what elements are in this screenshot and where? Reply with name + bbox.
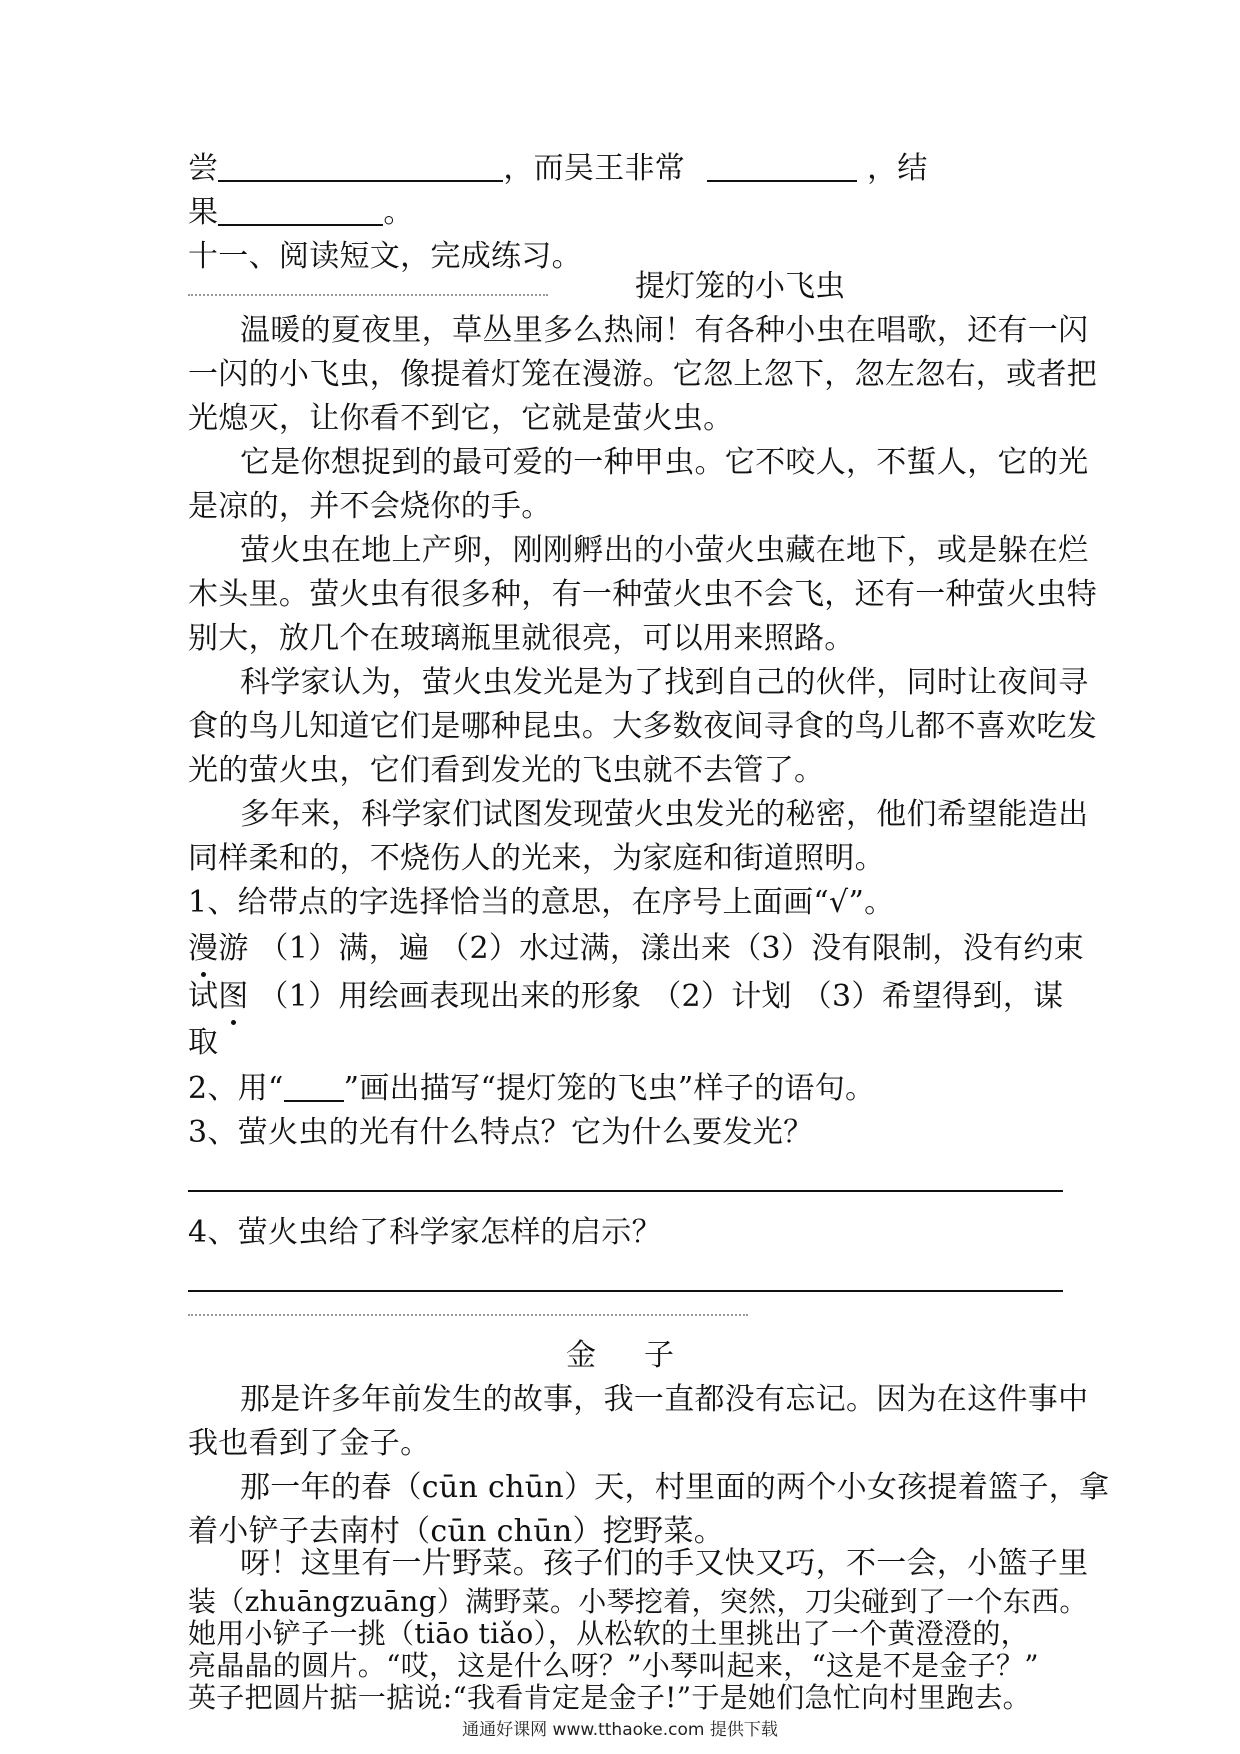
fill-in-text: 。 — [383, 195, 414, 230]
paragraph-line: 同样柔和的，不烧伤人的光来，为家庭和街道照明。 — [188, 841, 885, 876]
fill-in-text: ，结 — [867, 151, 928, 186]
fill-in-text: 尝 — [188, 151, 219, 186]
section-heading: 十一、阅读短文，完成练习。 — [188, 239, 582, 274]
paragraph-line: 它是你想捉到的最可爱的一种甲虫。它不咬人，不蜇人，它的光 — [240, 445, 1089, 480]
story-line: 她用小铲子一挑（tiāo tiǎo），从松软的土里挑出了一个黄澄澄的， — [188, 1617, 1029, 1650]
dotted-divider — [188, 1314, 748, 1316]
question-1-option-b-cont: 取 — [188, 1025, 219, 1060]
paragraph-line: 科学家认为，萤火虫发光是为了找到自己的伙伴，同时让夜间寻 — [240, 665, 1089, 700]
paragraph-line: 木头里。萤火虫有很多种，有一种萤火虫不会飞，还有一种萤火虫特 — [188, 577, 1097, 612]
paragraph-line: 萤火虫在地上产卵，刚刚孵出的小萤火虫藏在地下，或是躲在烂 — [240, 533, 1089, 568]
paragraph-line: 是凉的，并不会烧你的手。 — [188, 489, 552, 524]
story-title-char: 子 — [644, 1338, 674, 1373]
question-4: 4、萤火虫给了科学家怎样的启示？ — [188, 1215, 662, 1250]
answer-blank[interactable] — [218, 194, 383, 226]
story-line: 那是许多年前发生的故事，我一直都没有忘记。因为在这件事中 — [240, 1382, 1089, 1417]
story-line: 亮晶晶的圆片。“哎，这是什么呀？”小琴叫起来，“这是不是金子？” — [188, 1649, 1039, 1682]
story-title-char: 金 — [566, 1338, 596, 1373]
footer-credit: 通通好课网 www.tthaoke.com 提供下载 — [462, 1720, 778, 1740]
question-1-option-a: 漫游 （1）满，遍 （2）水过满，漾出来（3）没有限制，没有约束 — [188, 931, 1084, 966]
fill-in-line-1 — [188, 147, 1063, 191]
answer-blank[interactable] — [707, 150, 857, 182]
paragraph-line: 一闪的小飞虫，像提着灯笼在漫游。它忽上忽下，忽左忽右，或者把 — [188, 357, 1097, 392]
story-line: 我也看到了金子。 — [188, 1426, 431, 1461]
answer-blank[interactable] — [218, 150, 503, 182]
question-3: 3、萤火虫的光有什么特点？它为什么要发光？ — [188, 1115, 814, 1150]
fill-in-text: ，而吴王非常 — [503, 151, 686, 186]
question-1-option-b: 试图 （1）用绘画表现出来的形象 （2）计划 （3）希望得到，谋 — [188, 979, 1064, 1014]
question-1: 1、给带点的字选择恰当的意思，在序号上面画“√”。 — [188, 885, 895, 920]
paragraph-line: 温暖的夏夜里，草丛里多么热闹！有各种小虫在唱歌，还有一闪 — [240, 313, 1089, 348]
paragraph-line: 多年来，科学家们试图发现萤火虫发光的秘密，他们希望能造出 — [240, 797, 1089, 832]
story-line: 英子把圆片掂一掂说:“我看肯定是金子!”于是她们急忙向村里跑去。 — [188, 1681, 1031, 1714]
passage-title: 提灯笼的小飞虫 — [635, 269, 845, 304]
story-line: 呀！这里有一片野菜。孩子们的手又快又巧，不一会，小篮子里 — [240, 1546, 1089, 1581]
question-2-text: 2、用“ — [188, 1071, 284, 1106]
story-line: 那一年的春（cūn chūn）天，村里面的两个小女孩提着篮子，拿 — [240, 1470, 1110, 1505]
underline-sample — [284, 1078, 344, 1102]
story-title — [0, 1334, 1240, 1378]
story-line: 着小铲子去南村（cūn chūn）挖野菜。 — [188, 1514, 725, 1549]
question-2 — [188, 1067, 1063, 1111]
question-2-text: ”画出描写“提灯笼的飞虫”样子的语句。 — [343, 1071, 876, 1106]
answer-line[interactable] — [188, 1190, 1063, 1192]
paragraph-line: 食的鸟儿知道它们是哪种昆虫。大多数夜间寻食的鸟儿都不喜欢吃发 — [188, 709, 1097, 744]
story-line: 装（zhuāngzuāng）满野菜。小琴挖着，突然，刀尖碰到了一个东西。 — [188, 1585, 1088, 1618]
fill-in-line-2 — [188, 191, 1063, 235]
paragraph-line: 别大，放几个在玻璃瓶里就很亮，可以用来照路。 — [188, 621, 855, 656]
paragraph-line: 光熄灭，让你看不到它，它就是萤火虫。 — [188, 401, 734, 436]
answer-line[interactable] — [188, 1290, 1063, 1292]
fill-in-text: 果 — [188, 195, 219, 230]
paragraph-line: 光的萤火虫，它们看到发光的飞虫就不去管了。 — [188, 753, 825, 788]
